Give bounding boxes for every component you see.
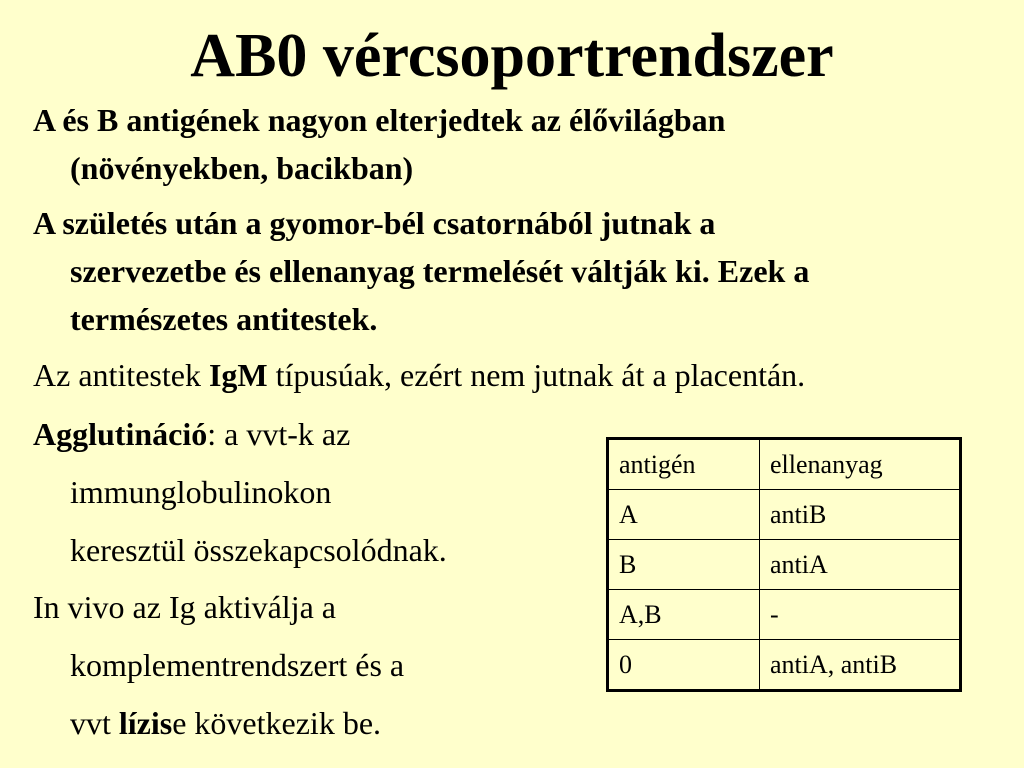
paragraph-natural-antibodies: [33, 199, 809, 343]
lysis-term: lízis: [118, 705, 173, 741]
paragraph-complement-line-3-before: vvt: [70, 705, 119, 741]
table-cell-antibody: antiA: [760, 540, 961, 590]
table-cell-antigen: B: [608, 540, 760, 590]
slide-title: AB0 vércsoportrendszer: [190, 22, 834, 90]
paragraph-complement-line-3: [33, 694, 404, 752]
table-cell-antibody: antiB: [760, 490, 961, 540]
table-cell-antibody: antiA, antiB: [760, 640, 961, 691]
agglutination-term: Agglutináció: [33, 416, 208, 452]
paragraph-natural-antibodies-line-3: természetes antitestek.: [70, 301, 378, 337]
table-row: [608, 540, 961, 590]
table-cell-antigen: A: [608, 490, 760, 540]
paragraph-agglutination: [33, 405, 447, 579]
paragraph-agglutination-line-2: immunglobulinokon: [70, 474, 332, 510]
paragraph-complement-line-2: komplementrendszert és a: [70, 647, 405, 683]
table-row: [608, 490, 961, 540]
table-cell-antibody: -: [760, 590, 961, 640]
paragraph-agglutination-line-1: [33, 405, 447, 463]
table-header-antibody: ellenanyag: [760, 439, 961, 490]
table-row: [608, 640, 961, 691]
table-cell-antigen: A,B: [608, 590, 760, 640]
paragraph-igm-text-before: Az antitestek: [33, 357, 209, 393]
paragraph-igm-bold-term: IgM: [208, 357, 268, 393]
paragraph-complement-line-1: In vivo az Ig aktiválja a: [33, 589, 336, 625]
paragraph-igm-text-after: típusúak, ezért nem jutnak át a placentán.: [267, 357, 806, 393]
paragraph-antigens-line-1: A és B antigének nagyon elterjedtek az élővilágban: [33, 102, 726, 138]
table-header-row: [608, 439, 961, 490]
table-header-antigen: antigén: [608, 439, 760, 490]
antigen-antibody-table: [606, 437, 962, 692]
paragraph-natural-antibodies-line-2: szervezetbe és ellenanyag termelését váltják ki. Ezek a: [70, 253, 810, 289]
paragraph-igm: [33, 351, 805, 399]
paragraph-agglutination-line-1-rest: : a vvt-k az: [207, 416, 351, 452]
paragraph-complement-line-3-after: e következik be.: [172, 705, 382, 741]
table-cell-antigen: 0: [608, 640, 760, 691]
paragraph-antigens: [33, 96, 725, 192]
paragraph-antigens-line-2: (növényekben, bacikban): [70, 150, 414, 186]
paragraph-natural-antibodies-line-1: A születés után a gyomor-bél csatornából jutnak a: [33, 205, 716, 241]
paragraph-agglutination-line-3: keresztül összekapcsolódnak.: [70, 532, 447, 568]
paragraph-complement: [33, 578, 404, 752]
table-row: [608, 590, 961, 640]
